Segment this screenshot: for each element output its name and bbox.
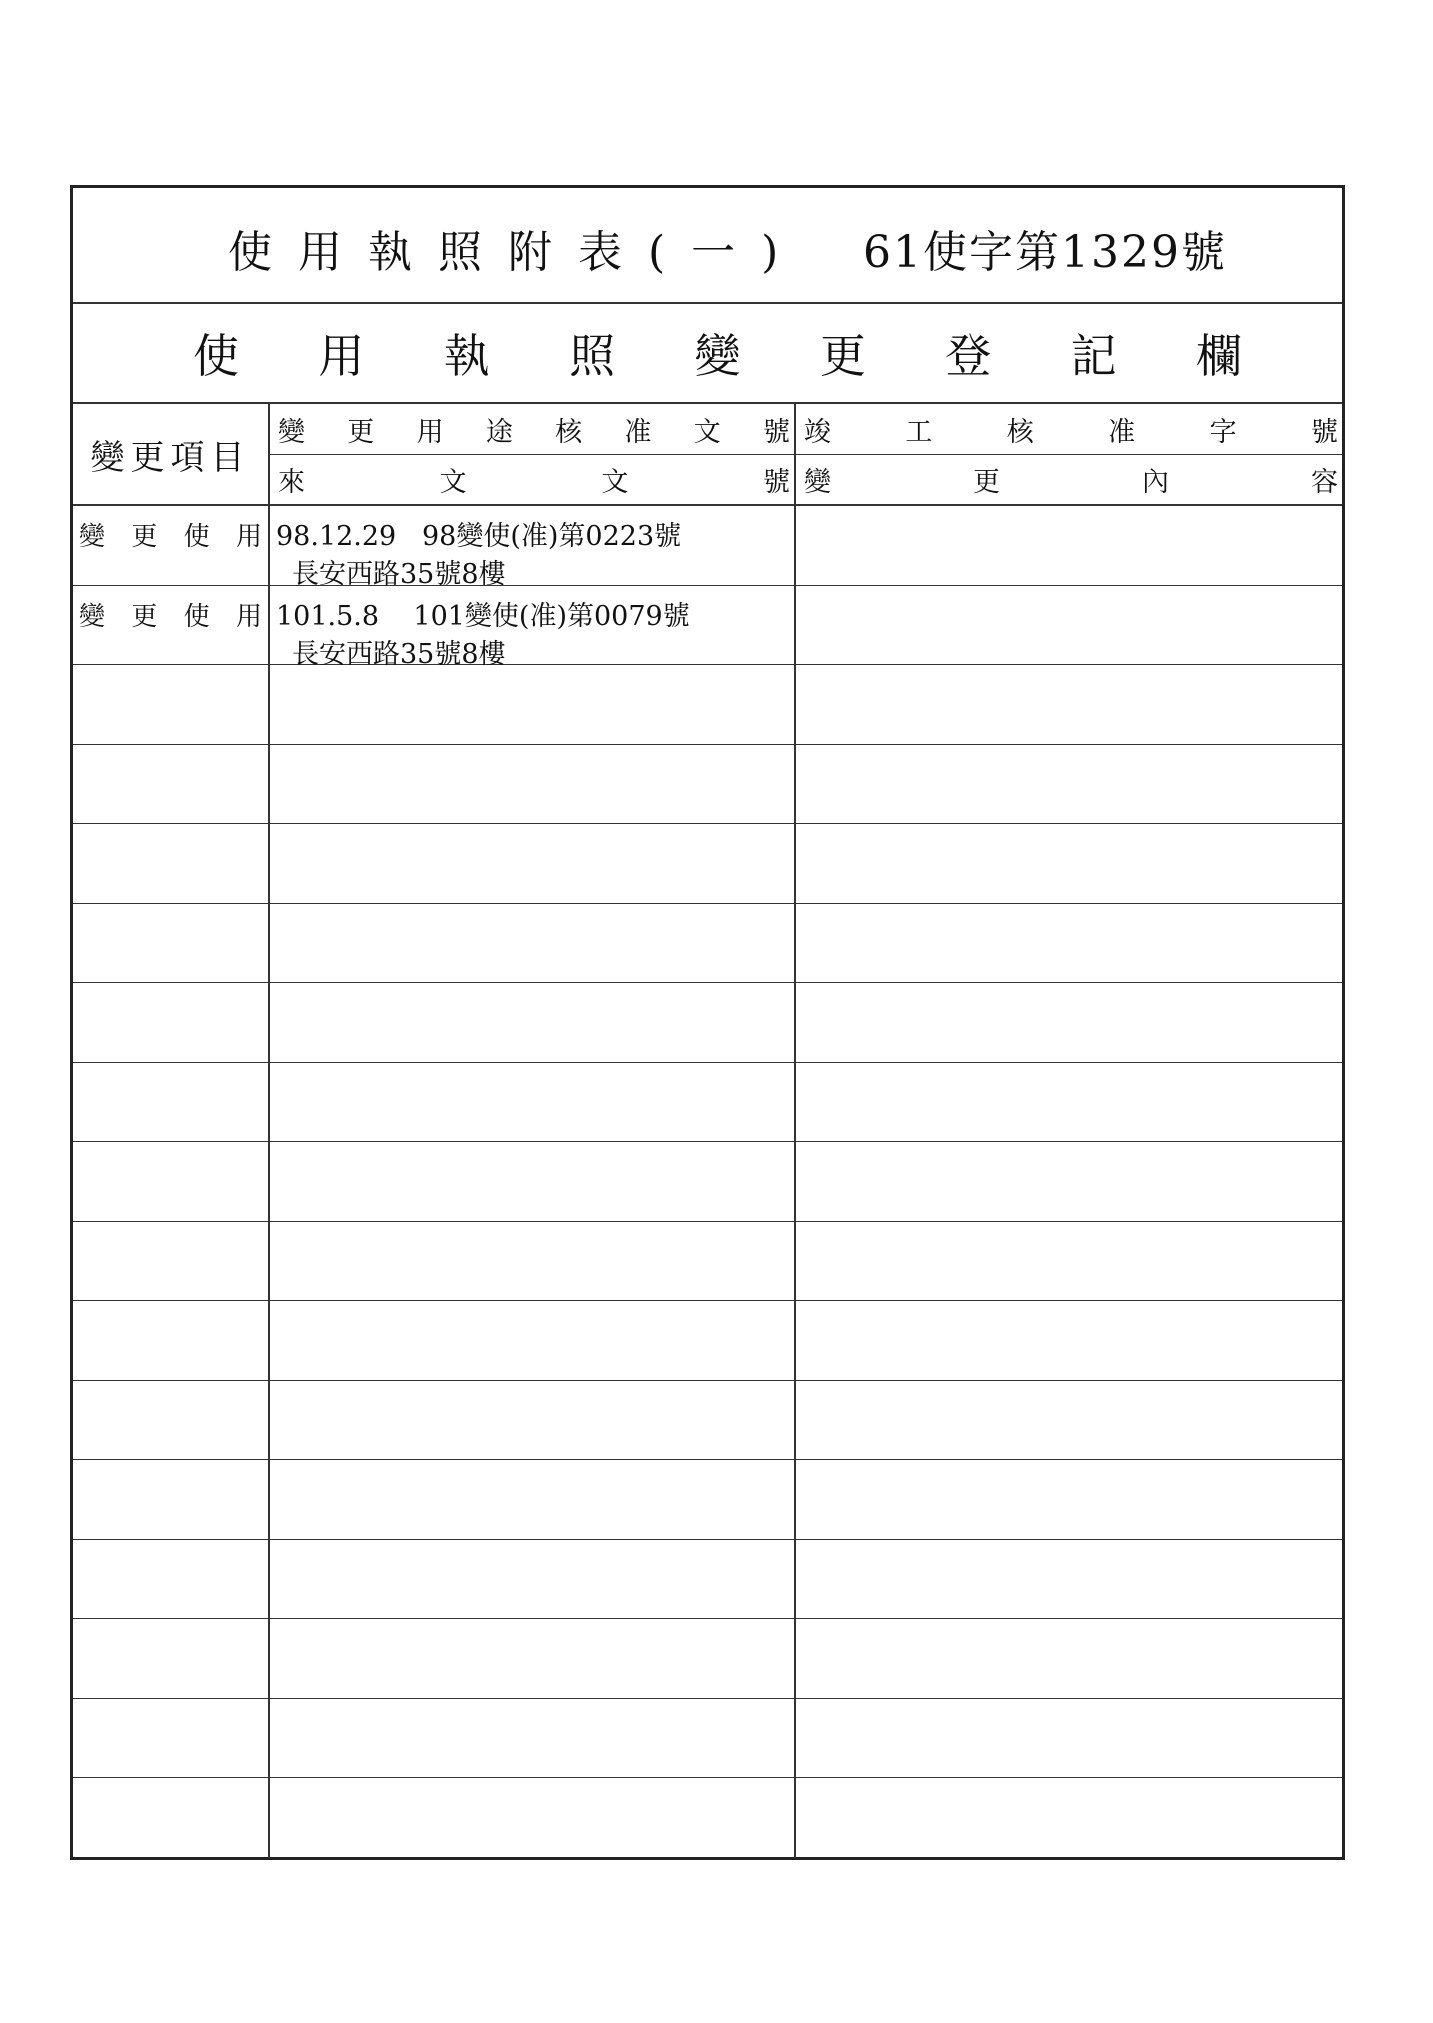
item-char: 更 bbox=[131, 522, 158, 552]
document-number-cell bbox=[270, 745, 796, 824]
header-char: 核 bbox=[1006, 416, 1034, 448]
document-number-cell bbox=[270, 1540, 796, 1619]
empty-row bbox=[73, 1301, 1342, 1381]
item-char: 使 bbox=[183, 522, 210, 552]
document-address: 長安西路35號8樓 bbox=[292, 559, 506, 590]
change-item-cell bbox=[73, 1222, 270, 1301]
change-content-cell bbox=[796, 1381, 1342, 1460]
banner-char: 照 bbox=[569, 329, 616, 383]
change-registration-form bbox=[70, 185, 1345, 1860]
table-row bbox=[73, 506, 1342, 590]
title-row bbox=[73, 188, 1342, 304]
banner-char: 執 bbox=[443, 329, 490, 383]
change-item-cell bbox=[73, 1540, 270, 1619]
change-content-cell bbox=[796, 1063, 1342, 1142]
empty-row bbox=[73, 1619, 1342, 1699]
item-char: 用 bbox=[235, 522, 262, 552]
document-address: 長安西路35號8樓 bbox=[292, 638, 506, 670]
empty-row bbox=[73, 745, 1342, 825]
change-item-cell bbox=[73, 745, 270, 824]
change-item-cell bbox=[73, 1381, 270, 1460]
change-item-label bbox=[79, 516, 262, 553]
item-char: 使 bbox=[183, 601, 210, 632]
header-char: 文 bbox=[601, 467, 629, 498]
banner-char: 用 bbox=[318, 329, 365, 383]
empty-row bbox=[73, 665, 1342, 745]
change-item-cell bbox=[73, 824, 270, 903]
change-item-cell bbox=[73, 665, 270, 744]
item-char: 變 bbox=[79, 601, 106, 632]
change-content-cell bbox=[796, 745, 1342, 824]
header-char: 文 bbox=[693, 416, 721, 448]
change-content-cell bbox=[796, 1460, 1342, 1539]
header-char: 核 bbox=[555, 416, 583, 448]
document-number-cell bbox=[270, 824, 796, 903]
document-date-number: 98.12.29 98變使(准)第0223號 bbox=[276, 521, 682, 552]
empty-row bbox=[73, 983, 1342, 1063]
header-char: 變 bbox=[804, 467, 831, 498]
empty-row bbox=[73, 1540, 1342, 1620]
item-char: 用 bbox=[235, 601, 262, 632]
change-content-cell bbox=[796, 1778, 1342, 1858]
table-row bbox=[73, 586, 1342, 670]
banner-char: 更 bbox=[819, 329, 866, 383]
empty-row bbox=[73, 1778, 1342, 1858]
header-approval-doc-number bbox=[270, 404, 796, 455]
change-item-label bbox=[79, 596, 262, 633]
header-char: 准 bbox=[1108, 416, 1136, 448]
header-char: 工 bbox=[905, 416, 933, 448]
change-item-cell bbox=[73, 904, 270, 983]
document-number-cell bbox=[270, 1699, 796, 1778]
document-date-number: 101.5.8 101變使(准)第0079號 bbox=[276, 600, 690, 632]
header-char: 更 bbox=[347, 416, 375, 448]
header-char: 竣 bbox=[804, 416, 831, 448]
document-number-cell bbox=[270, 586, 796, 670]
header-char: 途 bbox=[485, 416, 513, 448]
document-number-cell bbox=[270, 1063, 796, 1142]
header-char: 用 bbox=[416, 416, 444, 448]
header-char: 號 bbox=[762, 467, 790, 498]
header-char: 內 bbox=[1142, 467, 1169, 498]
header-char: 來 bbox=[278, 467, 305, 498]
empty-row bbox=[73, 1222, 1342, 1302]
document-number-cell bbox=[270, 1460, 796, 1539]
banner-char: 變 bbox=[694, 329, 741, 383]
header-char: 號 bbox=[762, 416, 790, 448]
header-char: 准 bbox=[624, 416, 652, 448]
change-content-cell bbox=[796, 983, 1342, 1062]
change-content-cell bbox=[796, 665, 1342, 744]
item-char: 變 bbox=[79, 522, 106, 552]
header-change-content bbox=[796, 455, 1342, 506]
change-content-cell bbox=[796, 586, 1342, 665]
change-item-cell bbox=[73, 506, 270, 585]
change-content-cell bbox=[796, 1222, 1342, 1301]
document-number-cell bbox=[270, 983, 796, 1062]
change-content-cell bbox=[796, 1699, 1342, 1778]
empty-row bbox=[73, 1381, 1342, 1461]
item-char: 更 bbox=[131, 601, 158, 632]
banner-char: 使 bbox=[193, 329, 239, 383]
change-content-cell bbox=[796, 1301, 1342, 1380]
banner-char: 登 bbox=[945, 329, 992, 383]
document-number-cell bbox=[270, 1619, 796, 1698]
empty-row bbox=[73, 1142, 1342, 1222]
change-item-cell bbox=[73, 1142, 270, 1221]
header-char: 更 bbox=[973, 467, 1000, 498]
empty-row bbox=[73, 1460, 1342, 1540]
form-title: 使用執照附表(一) bbox=[228, 227, 805, 278]
license-number: 61使字第1329號 bbox=[863, 227, 1227, 278]
header-change-item: 變更項目 bbox=[73, 404, 270, 506]
empty-row bbox=[73, 904, 1342, 984]
document-number-cell bbox=[270, 1381, 796, 1460]
header-completion-approval-number bbox=[796, 404, 1342, 455]
empty-row bbox=[73, 1063, 1342, 1143]
change-item-cell bbox=[73, 1460, 270, 1539]
banner-char: 欄 bbox=[1196, 329, 1242, 383]
document-number-cell bbox=[270, 1142, 796, 1221]
header-char: 號 bbox=[1310, 416, 1338, 448]
document-number-cell bbox=[270, 665, 796, 744]
registration-rows bbox=[73, 506, 1342, 1858]
empty-row bbox=[73, 824, 1342, 904]
change-item-cell bbox=[73, 1619, 270, 1698]
change-content-cell bbox=[796, 904, 1342, 983]
change-content-cell bbox=[796, 824, 1342, 903]
banner-char: 記 bbox=[1070, 329, 1117, 383]
document-number-cell bbox=[270, 506, 796, 590]
change-item-cell bbox=[73, 983, 270, 1062]
document-number-cell bbox=[270, 1222, 796, 1301]
change-item-cell bbox=[73, 1301, 270, 1380]
header-char: 變 bbox=[278, 416, 305, 448]
empty-row bbox=[73, 1699, 1342, 1779]
change-content-cell bbox=[796, 506, 1342, 585]
header-char: 文 bbox=[439, 467, 467, 498]
change-content-cell bbox=[796, 1619, 1342, 1698]
change-item-cell bbox=[73, 586, 270, 665]
header-char: 字 bbox=[1209, 416, 1237, 448]
document-number-cell bbox=[270, 1778, 796, 1858]
change-content-cell bbox=[796, 1540, 1342, 1619]
section-banner bbox=[73, 304, 1342, 404]
change-item-cell bbox=[73, 1063, 270, 1142]
document-number-cell bbox=[270, 1301, 796, 1380]
change-item-cell bbox=[73, 1778, 270, 1858]
header-incoming-doc-number bbox=[270, 455, 796, 506]
header-char: 容 bbox=[1311, 467, 1338, 498]
change-content-cell bbox=[796, 1142, 1342, 1221]
change-item-cell bbox=[73, 1699, 270, 1778]
document-number-cell bbox=[270, 904, 796, 983]
